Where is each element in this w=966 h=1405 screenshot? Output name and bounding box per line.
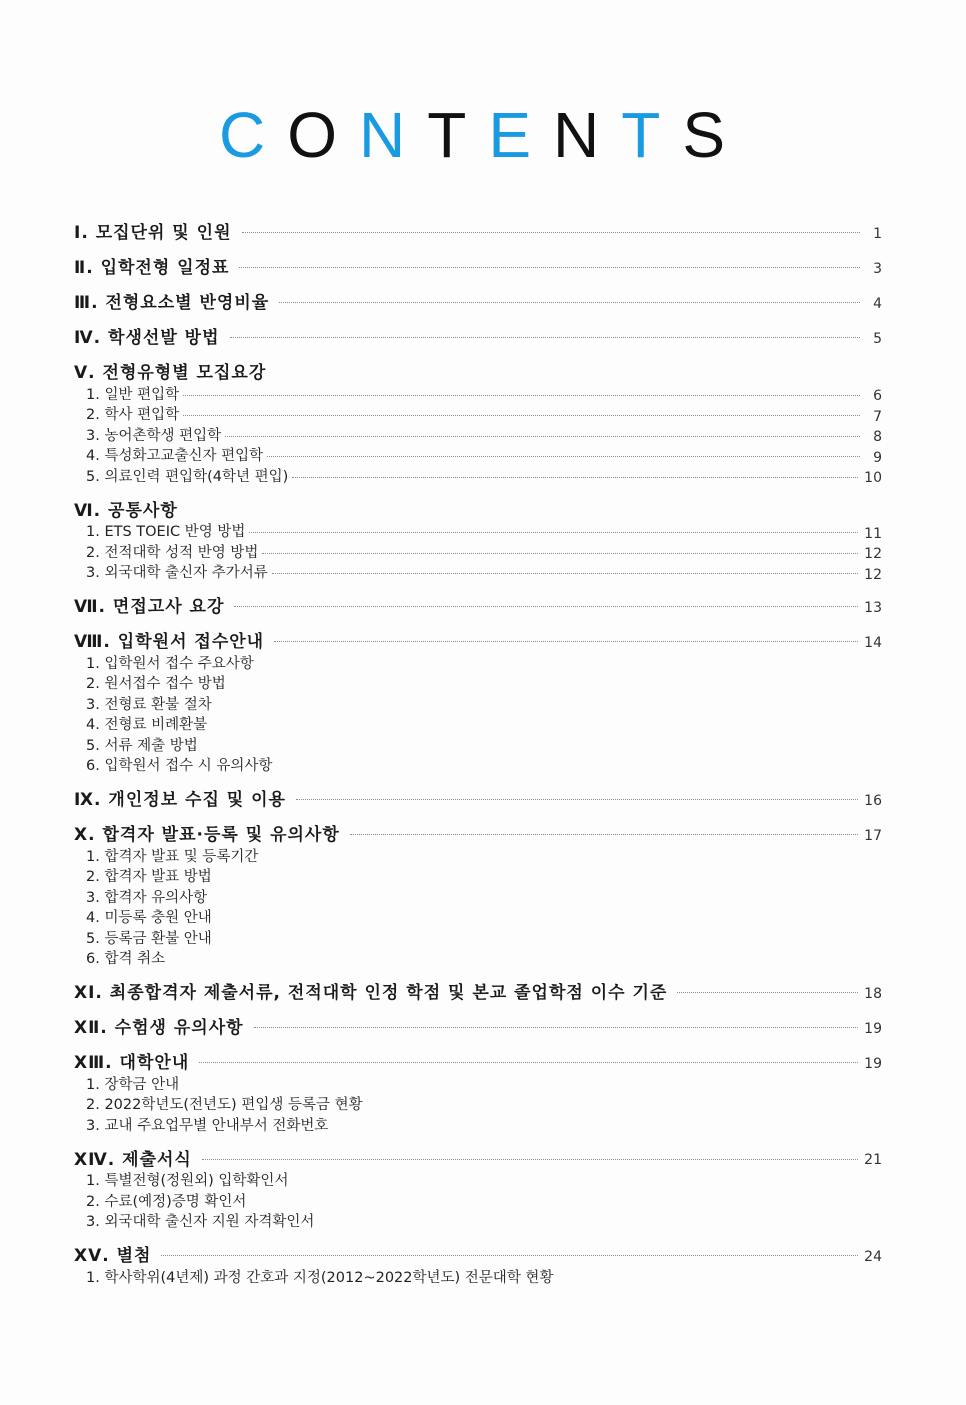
toc-section-heading[interactable] [74,1145,882,1170]
item-title: 4. 미등록 충원 안내 [86,910,212,927]
item-title: 1. 학사학위(4년제) 과정 간호과 지정(2012~2022학년도) 전문대학 현황 [86,1269,554,1286]
section-title: Ⅰ. 모집단위 및 인원 [74,223,232,243]
toc-item[interactable] [74,693,882,714]
toc-section [74,1013,882,1038]
section-title: Ⅲ. 전형요소별 반영비율 [74,293,270,313]
toc-section [74,218,882,243]
leader-dots [677,992,858,993]
section-title: XⅡ. 수험생 유의사항 [74,1018,244,1038]
item-title: 1. ETS TOEIC 반영 방법 [86,524,246,541]
section-title: XⅤ. 별첨 [74,1246,152,1266]
item-title: 3. 외국대학 출신자 지원 자격확인서 [86,1214,315,1231]
item-title: 2. 합격자 발표 방법 [86,869,212,886]
toc-section [74,1145,882,1232]
section-title: Ⅴ. 전형유형별 모집요강 [74,363,267,383]
toc-section-heading[interactable] [74,288,882,313]
section-title: XⅢ. 대학안내 [74,1053,190,1073]
toc-section [74,627,882,775]
table-of-contents [74,218,882,1287]
toc-section [74,288,882,313]
item-title: 2. 원서접수 접수 방법 [86,676,226,693]
toc-section-heading[interactable] [74,1048,882,1073]
leader-dots [242,232,861,233]
page-number: 12 [864,546,882,563]
page-number: 16 [864,792,882,809]
toc-item[interactable] [74,886,882,907]
page-title [0,100,966,170]
toc-section [74,358,882,486]
toc-item[interactable] [74,1190,882,1211]
page-number: 7 [873,408,882,425]
toc-section [74,1048,882,1135]
leader-dots [274,641,858,642]
toc-section-heading[interactable] [74,358,882,383]
section-title: Ⅹ. 합격자 발표·등록 및 유의사항 [74,825,340,845]
section-title: Ⅷ. 입학원서 접수안내 [74,632,265,652]
page-number: 21 [864,1152,882,1168]
toc-section-heading[interactable] [74,592,882,617]
section-title: Ⅸ. 개인정보 수집 및 이용 [74,790,286,810]
title-letter: S [682,99,747,171]
page-number: 9 [873,449,882,466]
toc-item[interactable] [74,424,882,445]
page-number: 10 [864,470,882,487]
item-title: 3. 농어촌학생 편입학 [86,427,222,444]
page-number: 6 [873,388,882,405]
toc-section-heading[interactable] [74,496,882,521]
item-title: 3. 합격자 유의사항 [86,889,208,906]
toc-item[interactable] [74,652,882,673]
toc-item[interactable] [74,714,882,735]
leader-dots [254,1027,859,1028]
toc-section-heading[interactable] [74,1241,882,1266]
toc-item[interactable] [74,1170,882,1191]
item-title: 3. 전형료 환불 절차 [86,696,212,713]
page-number: 24 [864,1248,882,1265]
leader-dots [161,1255,858,1256]
item-title: 1. 특별전형(정원외) 입학확인서 [86,1173,289,1190]
toc-section-heading[interactable] [74,253,882,278]
page-number: 4 [873,295,882,312]
toc-section-heading[interactable] [74,627,882,652]
toc-item[interactable] [74,465,882,486]
item-title: 1. 입학원서 접수 주요사항 [86,655,254,672]
item-title: 2. 학사 편입학 [86,407,180,424]
leader-dots [279,302,860,303]
leader-dots [350,834,858,835]
leader-dots [199,1062,858,1063]
page-number: 17 [864,827,882,844]
toc-item[interactable] [74,404,882,425]
toc-section [74,820,882,968]
toc-section [74,323,882,348]
toc-item[interactable] [74,755,882,776]
item-title: 3. 교내 주요업무별 안내부서 전화번호 [86,1117,329,1134]
item-title: 1. 일반 편입학 [86,386,180,403]
section-title: XⅠ. 최종합격자 제출서류, 전적대학 인정 학점 및 본교 졸업학점 이수 기준 [74,983,668,1003]
toc-section-heading[interactable] [74,1013,882,1038]
page-number: 19 [864,1020,882,1037]
title-letter: N [359,99,428,171]
leader-dots [249,532,858,533]
toc-item[interactable] [74,927,882,948]
item-title: 1. 장학금 안내 [86,1076,180,1093]
section-title: Ⅶ. 면접고사 요강 [74,597,225,617]
toc-item[interactable] [74,1094,882,1115]
title-letter: T [427,99,489,171]
page-number: 3 [873,260,882,277]
leader-dots [262,553,858,554]
toc-section-heading[interactable] [74,785,882,810]
toc-section-heading[interactable] [74,218,882,243]
title-letter: C [219,99,288,171]
leader-dots [183,415,860,416]
item-title: 2. 2022학년도(전년도) 편입생 등록금 현황 [86,1097,363,1114]
toc-item[interactable] [74,866,882,887]
toc-item[interactable] [74,562,882,583]
toc-section-heading[interactable] [74,323,882,348]
item-title: 6. 합격 취소 [86,951,166,968]
page-number: 5 [873,330,882,347]
page-number: 13 [864,599,882,616]
toc-item[interactable] [74,1073,882,1094]
page-number: 18 [864,985,882,1002]
leader-dots [183,395,860,396]
leader-dots [234,606,858,607]
item-title: 2. 전적대학 성적 반영 방법 [86,544,259,561]
toc-item[interactable] [74,521,882,542]
page-number: 12 [864,566,882,583]
leader-dots [202,1159,858,1160]
toc-section [74,496,882,583]
toc-item[interactable] [74,1211,882,1232]
toc-item[interactable] [74,541,882,562]
toc-section-heading[interactable] [74,978,882,1003]
item-title: 2. 수료(예정)증명 확인서 [86,1193,247,1210]
toc-item[interactable] [74,445,882,466]
toc-item[interactable] [74,845,882,866]
leader-dots [225,436,860,437]
page-number: 1 [873,225,882,242]
toc-item[interactable] [74,1114,882,1135]
item-title: 5. 등록금 환불 안내 [86,930,212,947]
section-title: Ⅱ. 입학전형 일정표 [74,258,230,278]
leader-dots [239,267,860,268]
toc-section [74,978,882,1003]
leader-dots [292,477,858,478]
toc-section [74,592,882,617]
section-title: Ⅵ. 공통사항 [74,500,178,521]
toc-section [74,1241,882,1287]
page-number: 14 [864,634,882,651]
item-title: 3. 외국대학 출신자 추가서류 [86,565,268,582]
toc-section-heading[interactable] [74,820,882,845]
toc-item[interactable] [74,948,882,969]
title-letter: T [621,99,683,171]
leader-dots [296,799,858,800]
leader-dots [230,337,860,338]
section-title: Ⅳ. 학생선발 방법 [74,328,220,348]
leader-dots [267,456,860,457]
title-letter: N [553,99,622,171]
leader-dots [272,573,858,574]
title-letter: O [287,99,359,171]
item-title: 6. 입학원서 접수 시 유의사항 [86,758,273,775]
toc-item[interactable] [74,734,882,755]
section-title: XⅣ. 제출서식 [74,1149,192,1170]
item-title: 4. 특성화고교출신자 편입학 [86,448,264,465]
page-number: 11 [864,525,882,542]
item-title: 4. 전형료 비례환불 [86,717,208,734]
title-letter: E [488,99,553,171]
toc-item[interactable] [74,1266,882,1287]
page-number: 8 [873,429,882,446]
item-title: 5. 의료인력 편입학(4학년 편입) [86,468,289,485]
toc-item[interactable] [74,673,882,694]
toc-section [74,253,882,278]
item-title: 5. 서류 제출 방법 [86,737,198,754]
toc-section [74,785,882,810]
page-number: 19 [864,1055,882,1072]
toc-item[interactable] [74,383,882,404]
item-title: 1. 합격자 발표 및 등록기간 [86,848,259,865]
toc-item[interactable] [74,907,882,928]
